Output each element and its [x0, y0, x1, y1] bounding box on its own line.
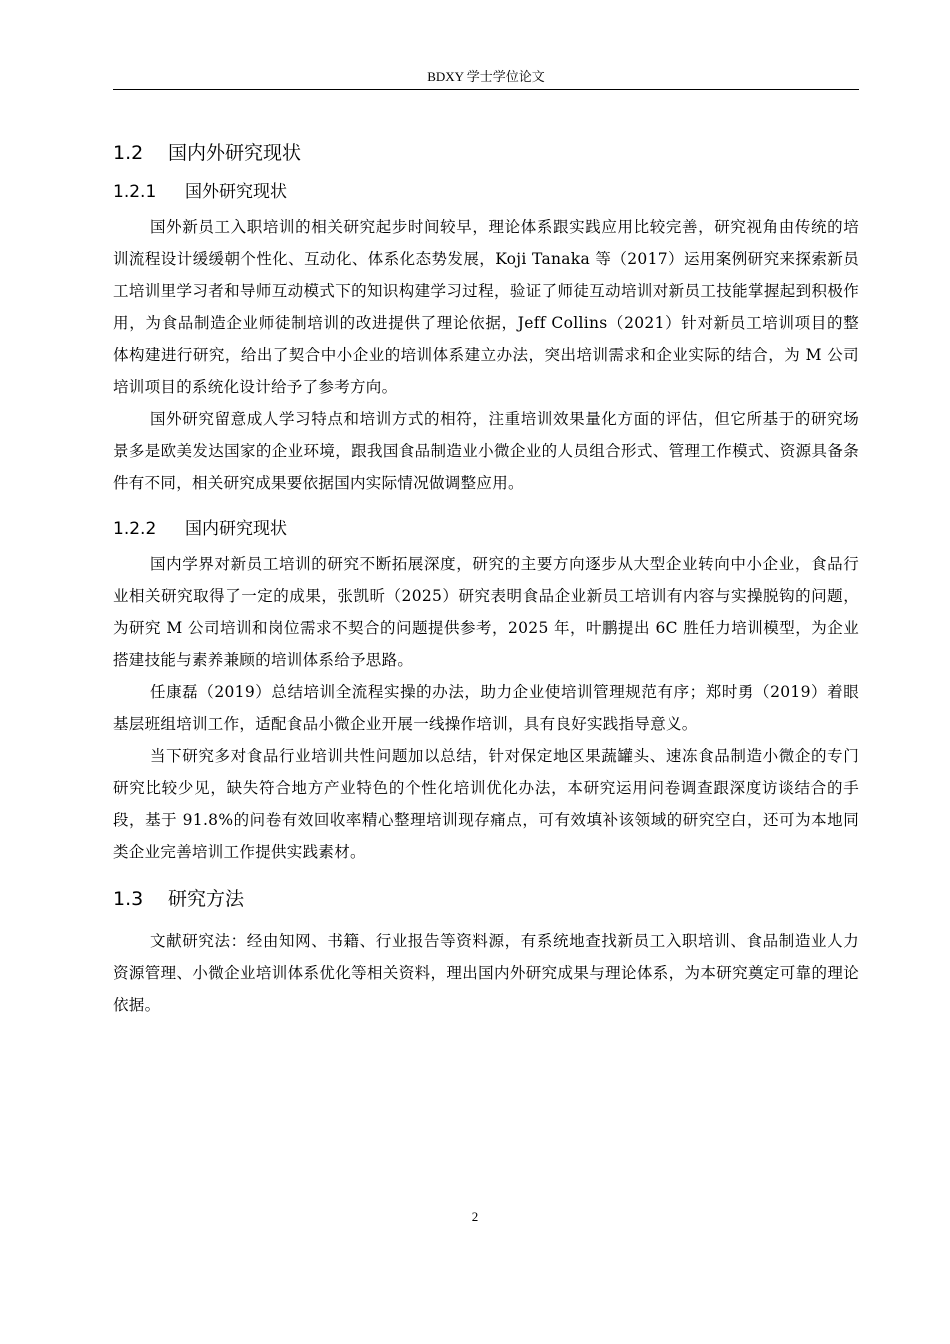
- section-title: 研究方法: [168, 888, 245, 910]
- page-content: [113, 130, 859, 1021]
- paragraph: 国外研究留意成人学习特点和培训方式的相符，注重培训效果量化方面的评估，但它所基于的研究场景多是欧美发达国家的企业环境，跟我国食品制造业小微企业的人员组合形式、管理工作模式、资源具备条件有不同，相关研究成果要依据国内实际情况做调整应用。: [113, 410, 859, 492]
- paragraph: 文献研究法：经由知网、书籍、行业报告等资料源，有系统地查找新员工入职培训、食品制造业人力资源管理、小微企业培训体系优化等相关资料，理出国内外研究成果与理论体系，为本研究奠定可靠的理论依据。: [113, 932, 859, 1014]
- paragraph: 国外新员工入职培训的相关研究起步时间较早，理论体系跟实践应用比较完善，研究视角由传统的培训流程设计缓缓朝个性化、互动化、体系化态势发展，Koji Tanaka 等（2017）运用案例研究来探索新员工培训里学习者和导师互动模式下的知识构建学习过程，验证了师徒互动培训对新员工技能掌握起到积极作用，为食品制造企业师徒制培训的改进提供了理论依据，Jeff Collins（2021）针对新员工培训项目的整体构建进行研究，给出了契合中小企业的培训体系建立办法，突出培训需求和企业实际的结合，为 M 公司培训项目的系统化设计给予了参考方向。: [113, 218, 859, 396]
- subsection-title: 国外研究现状: [185, 182, 287, 202]
- subsection-title: 国内研究现状: [185, 519, 287, 539]
- subsection-number: 1.2.2: [113, 519, 157, 539]
- running-header: BDXY 学士学位论文: [427, 69, 545, 84]
- subsection-number: 1.2.1: [113, 182, 157, 202]
- section-heading-1-2: [113, 140, 859, 166]
- section-title: 国内外研究现状: [168, 142, 302, 164]
- subsection-heading-1-2-1: [113, 179, 859, 205]
- header-rule: [113, 89, 859, 90]
- paragraph: 任康磊（2019）总结培训全流程实操的办法，助力企业使培训管理规范有序；郑时勇（2019）着眼基层班组培训工作，适配食品小微企业开展一线操作培训，具有良好实践指导意义。: [113, 683, 859, 733]
- section-number: 1.3: [113, 888, 144, 910]
- section-number: 1.2: [113, 142, 144, 164]
- section-heading-1-3: [113, 886, 859, 912]
- paragraph: 当下研究多对食品行业培训共性问题加以总结，针对保定地区果蔬罐头、速冻食品制造小微企的专门研究比较少见，缺失符合地方产业特色的个性化培训优化办法，本研究运用问卷调查跟深度访谈结合的手段，基于 91.8%的问卷有效回收率精心整理培训现存痛点，可有效填补该领域的研究空白，还可为本地同类企业完善培训工作提供实践素材。: [113, 747, 859, 861]
- paragraph: 国内学界对新员工培训的研究不断拓展深度，研究的主要方向逐步从大型企业转向中小企业，食品行业相关研究取得了一定的成果，张凯昕（2025）研究表明食品企业新员工培训有内容与实操脱钩的问题，为研究 M 公司培训和岗位需求不契合的问题提供参考，2025 年，叶鹏提出 6C 胜任力培训模型，为企业搭建技能与素养兼顾的培训体系给予思路。: [113, 555, 859, 669]
- subsection-heading-1-2-2: [113, 516, 859, 542]
- page-number: 2: [471, 1209, 479, 1224]
